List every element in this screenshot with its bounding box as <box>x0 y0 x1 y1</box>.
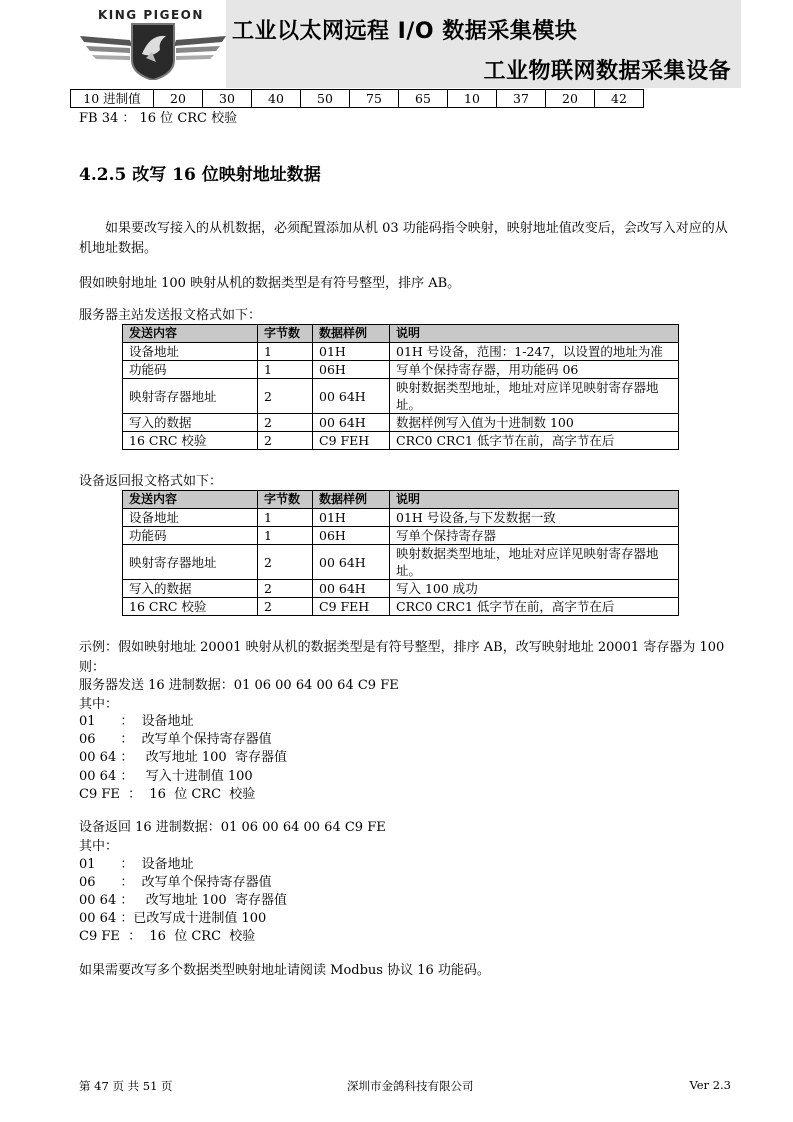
table-cell: CRC0 CRC1 低字节在前，高字节在后 <box>390 598 679 616</box>
table-header-row <box>123 325 679 343</box>
intro-paragraph: 如果要改写接入的从机数据，必须配置添加从机 03 功能码指令映射，映射地址值改变后，会改写入对应的从机地址数据。 <box>79 221 728 256</box>
list-item: 06 ： 改写单个保持寄存器值 <box>79 732 272 747</box>
table-cell: 20 <box>546 90 595 108</box>
list-item: 01 ： 设备地址 <box>79 857 194 872</box>
table-cell: C9 FEH <box>313 598 390 616</box>
section-heading: 4.2.5 改写 16 位映射地址数据 <box>79 165 321 185</box>
table-cell: CRC0 CRC1 低字节在前，高字节在后 <box>390 432 679 450</box>
table-cell: 写入 100 成功 <box>390 580 679 598</box>
table-row <box>123 343 679 361</box>
header-title-1: 工业以太网远程 I/O 数据采集模块 <box>232 19 578 44</box>
table-cell: 50 <box>301 90 350 108</box>
table-cell: 06H <box>313 361 390 379</box>
table-cell: 2 <box>258 414 313 432</box>
table-cell: 00 64H <box>313 580 390 598</box>
table-header-row <box>123 491 679 509</box>
table-cell: 75 <box>350 90 399 108</box>
company-name: 深圳市金鸽科技有限公司 <box>347 1079 474 1093</box>
table-cell: 映射数据类型地址，地址对应详见映射寄存器地址。 <box>390 379 679 414</box>
list-item: 00 64 ：已改写成十进制值 100 <box>79 911 267 926</box>
table-cell: 映射寄存器地址 <box>123 545 258 580</box>
list-item: 00 64 ： 写入十进制值 100 <box>79 769 253 784</box>
list-item: 00 64 ： 改写地址 100 寄存器值 <box>79 893 287 908</box>
table-cell: 设备地址 <box>123 509 258 527</box>
table-row <box>123 509 679 527</box>
list-item: 01 ： 设备地址 <box>79 714 194 729</box>
table-cell: 设备地址 <box>123 343 258 361</box>
return-table-label: 设备返回报文格式如下： <box>79 474 223 489</box>
table-cell: 10 进制值 <box>71 90 154 108</box>
table-cell: 01H 号设备,与下发数据一致 <box>390 509 679 527</box>
column-header: 发送内容 <box>123 491 258 509</box>
table-cell: 01H <box>313 343 390 361</box>
list-item: 00 64 ： 改写地址 100 寄存器值 <box>79 750 287 765</box>
column-header: 字节数 <box>258 491 313 509</box>
fb34-line: FB 34 ： 16 位 CRC 校验 <box>79 111 238 126</box>
table-row <box>123 414 679 432</box>
table-cell: 1 <box>258 509 313 527</box>
final-note: 如果需要改写多个数据类型映射地址请阅读 Modbus 协议 16 功能码。 <box>79 963 490 978</box>
list-item: 06 ： 改写单个保持寄存器值 <box>79 875 272 890</box>
table-cell: 30 <box>203 90 252 108</box>
page-header <box>0 0 793 88</box>
table-cell: 20 <box>154 90 203 108</box>
pigeon-logo-icon <box>80 22 226 80</box>
table-cell: 1 <box>258 343 313 361</box>
qizhong-label: 其中： <box>79 839 119 854</box>
assume-line: 假如映射地址 100 映射从机的数据类型是有符号整型，排序 AB。 <box>79 276 461 291</box>
page-number: 第 47 页 共 51 页 <box>79 1079 173 1093</box>
table-cell: 40 <box>252 90 301 108</box>
table-cell: 06H <box>313 527 390 545</box>
table-cell: 00 64H <box>313 414 390 432</box>
table-row <box>123 432 679 450</box>
column-header: 数据样例 <box>313 325 390 343</box>
table-row <box>123 598 679 616</box>
table-cell: 功能码 <box>123 527 258 545</box>
table-cell: 写入的数据 <box>123 580 258 598</box>
table-cell: 01H <box>313 509 390 527</box>
table-cell: 42 <box>595 90 644 108</box>
table-cell: 功能码 <box>123 361 258 379</box>
send-table-label: 服务器主站发送报文格式如下： <box>79 308 262 323</box>
table-cell: 16 CRC 校验 <box>123 598 258 616</box>
table-cell: 1 <box>258 527 313 545</box>
table-cell: 00 64H <box>313 545 390 580</box>
column-header: 发送内容 <box>123 325 258 343</box>
version-label: Ver 2.3 <box>689 1078 731 1092</box>
return-hex-line: 设备返回 16 进制数据：01 06 00 64 00 64 C9 FE <box>79 820 386 835</box>
table-cell: 写入的数据 <box>123 414 258 432</box>
column-header: 说明 <box>390 491 679 509</box>
list-item: C9 FE ： 16 位 CRC 校验 <box>79 787 256 802</box>
table-cell: 2 <box>258 545 313 580</box>
example-paragraph: 示例：假如映射地址 20001 映射从机的数据类型是有符号整型，排序 AB，改写映射地址 20001 寄存器为 100 则： <box>79 640 725 675</box>
list-item: C9 FE ： 16 位 CRC 校验 <box>79 929 256 944</box>
send-format-table <box>122 324 679 450</box>
table-cell: 37 <box>497 90 546 108</box>
table-cell: C9 FEH <box>313 432 390 450</box>
table-cell: 2 <box>258 432 313 450</box>
column-header: 数据样例 <box>313 491 390 509</box>
qizhong-label: 其中： <box>79 697 119 712</box>
table-cell: 写单个保持寄存器，用功能码 06 <box>390 361 679 379</box>
column-header: 说明 <box>390 325 679 343</box>
header-title-2: 工业物联网数据采集设备 <box>483 59 731 84</box>
send-hex-line: 服务器发送 16 进制数据：01 06 00 64 00 64 C9 FE <box>79 678 399 693</box>
table-row <box>123 545 679 580</box>
table-cell: 映射寄存器地址 <box>123 379 258 414</box>
table-cell: 映射数据类型地址，地址对应详见映射寄存器地址。 <box>390 545 679 580</box>
table-cell: 10 <box>448 90 497 108</box>
table-row <box>123 527 679 545</box>
table-cell: 00 64H <box>313 379 390 414</box>
table-row <box>123 379 679 414</box>
table-cell: 2 <box>258 580 313 598</box>
column-header: 字节数 <box>258 325 313 343</box>
table-row <box>123 580 679 598</box>
table-cell: 2 <box>258 379 313 414</box>
table-cell: 数据样例写入值为十进制数 100 <box>390 414 679 432</box>
table-cell: 写单个保持寄存器 <box>390 527 679 545</box>
logo-text: KING PIGEON <box>98 8 204 22</box>
table-cell: 1 <box>258 361 313 379</box>
return-format-table <box>122 490 679 616</box>
table-cell: 2 <box>258 598 313 616</box>
table-cell: 65 <box>399 90 448 108</box>
table-cell: 01H 号设备，范围：1-247，以设置的地址为准 <box>390 343 679 361</box>
decimal-value-row <box>70 89 644 108</box>
table-cell: 16 CRC 校验 <box>123 432 258 450</box>
table-row <box>123 361 679 379</box>
